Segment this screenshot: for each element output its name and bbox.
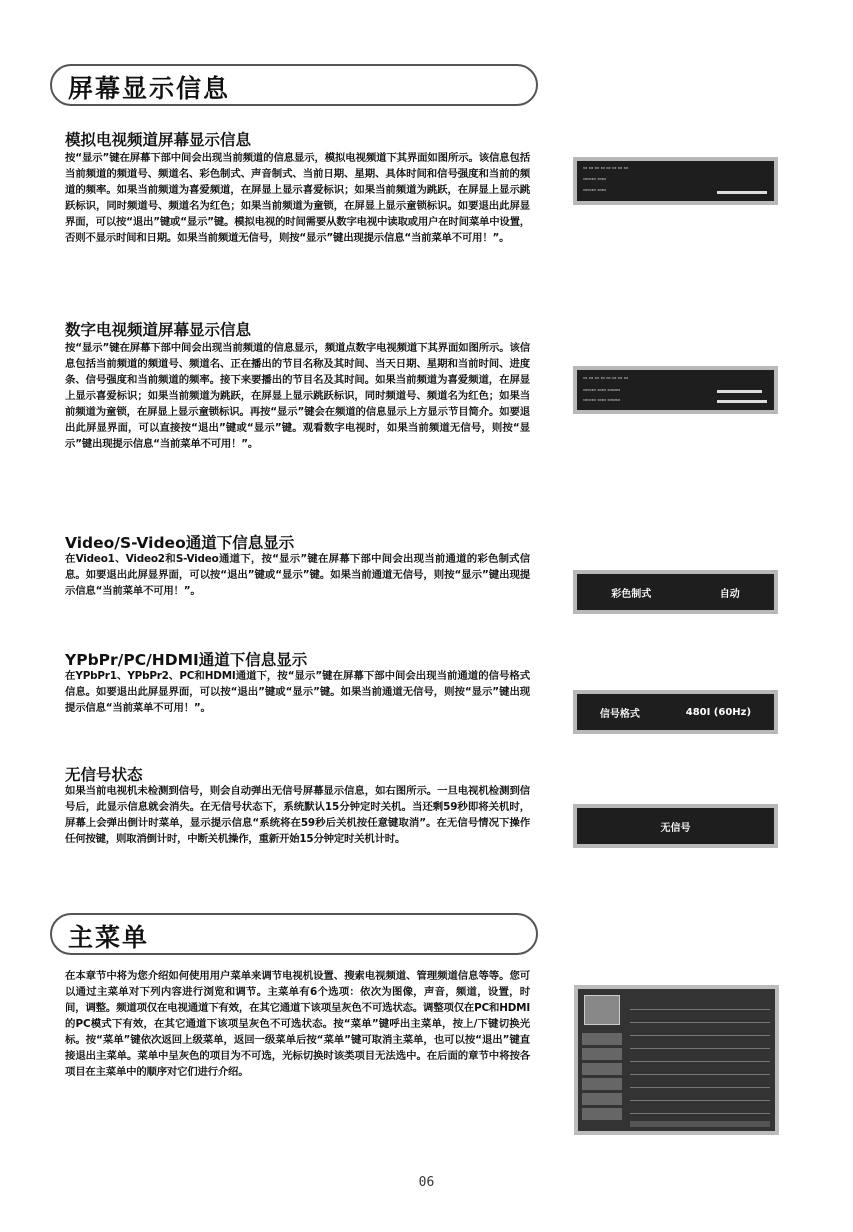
menu-hint-bar bbox=[630, 1121, 770, 1127]
analog-osd-image: ▭ ▭ ▭ ▭ ▭ ▭ ▭ ▭ ▭▭▭ ▭▭ ▭▭▭ ▭▭ bbox=[573, 157, 778, 205]
ypbpr-osd-label: 信号格式 bbox=[599, 708, 640, 720]
video-heading: Video/S-Video通道下信息显示 bbox=[65, 534, 295, 552]
page-number: 06 bbox=[418, 1175, 435, 1190]
video-osd-value: 自动 bbox=[719, 588, 740, 600]
tv-icon bbox=[584, 995, 620, 1025]
nosignal-osd-label: 无信号 bbox=[660, 822, 691, 834]
ypbpr-osd-value: 480I (60Hz) bbox=[685, 706, 752, 718]
analog-body: 按“显示”键在屏幕下部中间会出现当前频道的信息显示，模拟电视频道下其界面如图所示。该信息包括当前频道的频道号、频道名、彩色制式、声音制式、当前日期、星期、具体时间和信号强度和当前的频道的频率。如果当前频道为喜爱频道，在屏显上显示喜爱标识；如果当前频道为跳跃，在屏显上显示跳跃标识，同时频道号、频道名为红色；如果当前频道为童锁，在屏显上显示童锁标识。如要退出此屏显界面，可以按“退出”键或“显示”键。模拟电视的时间需要从数字电视中读取或用户在时间菜单中设置，否则不显示时间和日期。如果当前频道无信号，则按“显示”键出现提示信息“当前菜单不可用！”。 bbox=[65, 152, 530, 244]
section-title: 屏幕显示信息 bbox=[68, 74, 231, 103]
section-banner-main-menu bbox=[50, 913, 538, 955]
digital-body: 按“显示”键在屏幕下部中间会出现当前频道的信息显示，频道点数字电视频道下其界面如图所示。该信息包括当前频道的频道号、频道名、正在播出的节目名称及其时间、当天日期、星期和当前时间、进度条、信号强度和当前频道的频率。接下来要播出的节目名及其时间。如果当前频道为喜爱频道，在屏显上显示喜爱标识；如果当前频道为跳跃，在屏显上显示跳跃标识，同时频道号、频道名为红色；如果当前频道为童锁，在屏显上显示童锁标识。再按“显示”键会在频道的信息显示上方显示节目简介。如要退出此屏显界面，可以直接按“退出”键或“显示”键。观看数字电视时，如果当前频道无信号，则按“显示”键出现提示信息“当前菜单不可用！”。 bbox=[65, 342, 530, 450]
main-menu-image bbox=[574, 985, 779, 1135]
ypbpr-body: 在YPbPr1、YPbPr2、PC和HDMI通道下，按“显示”键在屏幕下部中间会出现当前通道的信号格式信息。如要退出此屏显界面，可以按“退出”键或“显示”键。如果当前通道无信号，则按“显示”键出现提示信息“当前菜单不可用！”。 bbox=[65, 670, 530, 714]
section-title-main-menu: 主菜单 bbox=[68, 923, 150, 952]
video-osd bbox=[573, 570, 778, 614]
menu-tab-column bbox=[582, 1033, 622, 1125]
ypbpr-heading: YPbPr/PC/HDMI通道下信息显示 bbox=[65, 651, 308, 669]
digital-heading: 数字电视频道屏幕显示信息 bbox=[65, 321, 252, 339]
menu-items bbox=[630, 997, 770, 1115]
mainmenu-body: 在本章节中将为您介绍如何使用用户菜单来调节电视机设置、搜索电视频道、管理频道信息等等。您可以通过主菜单对下列内容进行浏览和调节。主菜单有6个选项：依次为图像，声音，频道，设置，时间，调整。频道项仅在电视通道下有效，在其它通道下该项呈灰色不可选状态。调整项仅在PC和HDMI的PC模式下有效，在其它通道下该项呈灰色不可选状态。按“菜单”键呼出主菜单，按上/下键切换光标。按“菜单”键依次返回上级菜单，返回一级菜单后按“菜单”键可取消主菜单，也可以按“退出”键直接退出主菜单。菜单中呈灰色的项目为不可选，光标切换时该类项目无法选中。在后面的章节中将按各项目在主菜单中的顺序对它们进行介绍。 bbox=[65, 970, 530, 1078]
nosignal-heading: 无信号状态 bbox=[65, 766, 143, 784]
nosignal-body: 如果当前电视机未检测到信号，则会自动弹出无信号屏幕显示信息，如右图所示。一旦电视机检测到信号后，此显示信息就会消失。在无信号状态下，系统默认15分钟定时关机。当还剩59秒即将关机时，屏幕上会弹出倒计时菜单，显示提示信息“系统将在59秒后关机按任意键取消”。在无信号情况下操作任何按键，则取消倒计时，中断关机操作，重新开始15分钟定时关机计时。 bbox=[65, 785, 530, 845]
digital-osd-image: ▭ ▭ ▭ ▭ ▭ ▭ ▭ ▭ ▭▭▭ ▭▭ ▭▭▭ ▭▭▭ ▭▭ ▭▭▭ bbox=[573, 366, 778, 414]
analog-heading: 模拟电视频道屏幕显示信息 bbox=[65, 131, 252, 149]
video-osd-label: 彩色制式 bbox=[611, 588, 652, 600]
section-banner-osd bbox=[50, 64, 538, 106]
ypbpr-osd bbox=[573, 690, 778, 734]
video-body: 在Video1、Video2和S-Video通道下，按“显示”键在屏幕下部中间会出现当前通道的彩色制式信息。如要退出此屏显界面，可以按“退出”键或“显示”键。如果当前通道无信号，则按“显示”键出现提示信息“当前菜单不可用！”。 bbox=[65, 553, 530, 597]
nosignal-osd bbox=[573, 804, 778, 848]
